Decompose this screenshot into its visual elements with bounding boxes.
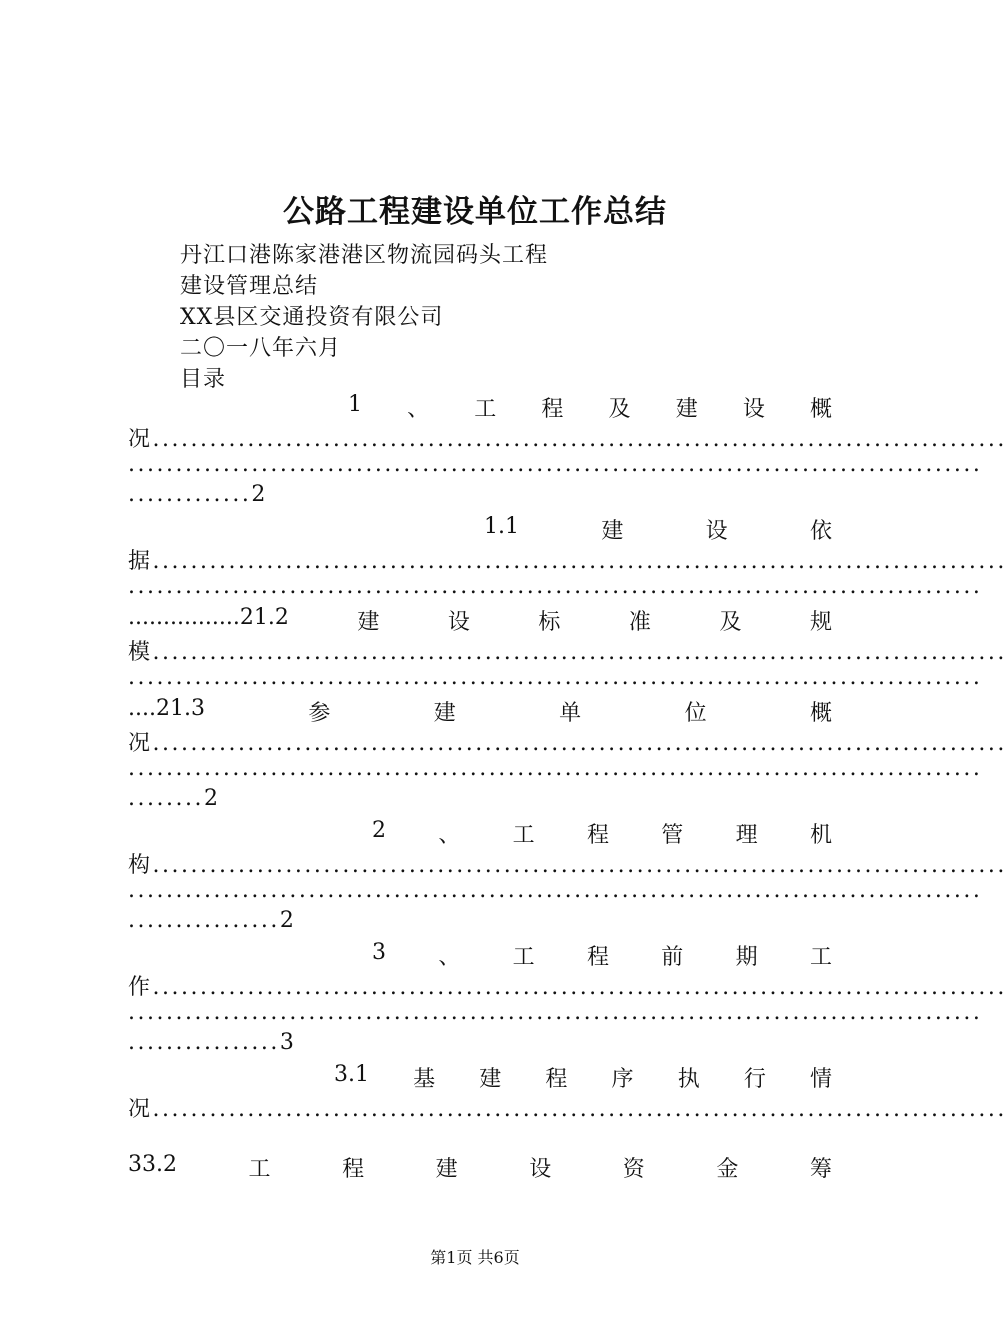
toc-entry-word: 1	[348, 392, 362, 417]
toc-dot-leader: ..........................................................................................	[128, 756, 983, 781]
toc-entry-heading	[348, 392, 832, 422]
toc-entry-word: 建	[675, 397, 698, 422]
toc-dot-leader: 据..........................................................................................	[128, 549, 1007, 574]
toc-entry-word: 建	[357, 610, 380, 635]
toc-entry-word: 规	[809, 610, 832, 635]
toc-entry-heading	[128, 605, 832, 635]
toc-entry-word: 前	[661, 945, 684, 970]
toc-entry-word: 建	[433, 701, 456, 726]
toc-entry-word: 及	[608, 397, 631, 422]
toc-entry-word: 情	[809, 1067, 832, 1092]
toc-entry-word: 、	[407, 397, 430, 422]
toc-entry-word: 概	[809, 701, 832, 726]
document-date: 二〇一八年六月	[180, 336, 342, 361]
toc-entry-word: 程	[541, 397, 564, 422]
toc-entry-word: 标	[538, 610, 561, 635]
toc-entry-word: 参	[308, 701, 331, 726]
toc-entry-word: 期	[735, 945, 758, 970]
toc-entry-heading	[334, 1062, 832, 1092]
toc-dot-leader: 况..........................................................................................	[128, 731, 1007, 756]
toc-entry-heading	[128, 1152, 832, 1182]
toc-entry-word: 建	[479, 1067, 502, 1092]
toc-dot-leader: 况..........................................................................................	[128, 1097, 1007, 1122]
toc-entry-word: 依	[809, 519, 832, 544]
toc-entry-word: 工	[512, 945, 535, 970]
toc-entry-word: 执	[677, 1067, 700, 1092]
toc-entry-word: 管	[661, 823, 684, 848]
toc-dot-leader: 模..........................................................................................	[128, 640, 1007, 665]
toc-dot-leader: 况..........................................................................................	[128, 427, 1007, 452]
toc-entry-word: 位	[684, 701, 707, 726]
page-footer: 第1页 共6页	[430, 1248, 520, 1267]
toc-entry-word: 工	[809, 945, 832, 970]
toc-entry-heading	[128, 696, 832, 726]
company-name: XX县区交通投资有限公司	[180, 305, 444, 330]
document-subtitle: 建设管理总结	[180, 274, 319, 299]
toc-entry-word: 、	[438, 945, 461, 970]
toc-heading: 目录	[180, 367, 227, 392]
toc-entry-word: 程	[586, 945, 609, 970]
toc-entry-word: 程	[342, 1157, 365, 1182]
toc-entry-heading	[372, 818, 832, 848]
toc-entry-word: 单	[559, 701, 582, 726]
toc-entry-word: 机	[809, 823, 832, 848]
toc-page-number: ................2	[128, 908, 297, 933]
toc-entry-word: 及	[719, 610, 742, 635]
toc-entry-word: 基	[413, 1067, 436, 1092]
toc-dot-leader: 作..........................................................................................	[128, 975, 1007, 1000]
toc-entry-word: 33.2	[128, 1152, 177, 1177]
toc-entry-word: 程	[545, 1067, 568, 1092]
toc-entry-word: 行	[743, 1067, 766, 1092]
document-title: 公路工程建设单位工作总结	[283, 194, 667, 230]
toc-entry-word: 建	[435, 1157, 458, 1182]
toc-entry-word: 序	[611, 1067, 634, 1092]
toc-entry-word: 筹	[809, 1157, 832, 1182]
toc-entry-word: 准	[628, 610, 651, 635]
toc-entry-word: 1.1	[484, 514, 519, 539]
toc-entry-word: 2	[372, 818, 386, 843]
toc-entry-word: 工	[248, 1157, 271, 1182]
toc-page-number: .............2	[128, 482, 268, 507]
toc-entry-heading	[484, 514, 832, 544]
toc-entry-word: 概	[809, 397, 832, 422]
toc-dot-leader: ..........................................................................................	[128, 1000, 983, 1025]
toc-entry-word: 设	[705, 519, 728, 544]
toc-entry-word: 设	[529, 1157, 552, 1182]
toc-entry-word: ....21.3	[128, 696, 205, 721]
toc-entry-word: 金	[716, 1157, 739, 1182]
toc-page-number: ................3	[128, 1030, 297, 1055]
toc-dot-leader: ..........................................................................................	[128, 665, 983, 690]
project-name: 丹江口港陈家港港区物流园码头工程	[180, 243, 549, 268]
toc-entry-word: ................21.2	[128, 605, 289, 630]
toc-entry-word: 设	[447, 610, 470, 635]
toc-dot-leader: ..........................................................................................	[128, 452, 983, 477]
toc-dot-leader: 构..........................................................................................	[128, 853, 1007, 878]
toc-entry-word: 工	[474, 397, 497, 422]
toc-entry-word: 、	[438, 823, 461, 848]
toc-entry-word: 工	[512, 823, 535, 848]
toc-entry-word: 3	[372, 940, 386, 965]
toc-entry-word: 程	[586, 823, 609, 848]
toc-dot-leader: ..........................................................................................	[128, 878, 983, 903]
toc-entry-heading	[372, 940, 832, 970]
toc-page-number: ........2	[128, 786, 221, 811]
toc-entry-word: 建	[601, 519, 624, 544]
toc-entry-word: 理	[735, 823, 758, 848]
toc-entry-word: 3.1	[334, 1062, 369, 1087]
toc-dot-leader: ..........................................................................................	[128, 574, 983, 599]
toc-entry-word: 设	[742, 397, 765, 422]
toc-entry-word: 资	[622, 1157, 645, 1182]
